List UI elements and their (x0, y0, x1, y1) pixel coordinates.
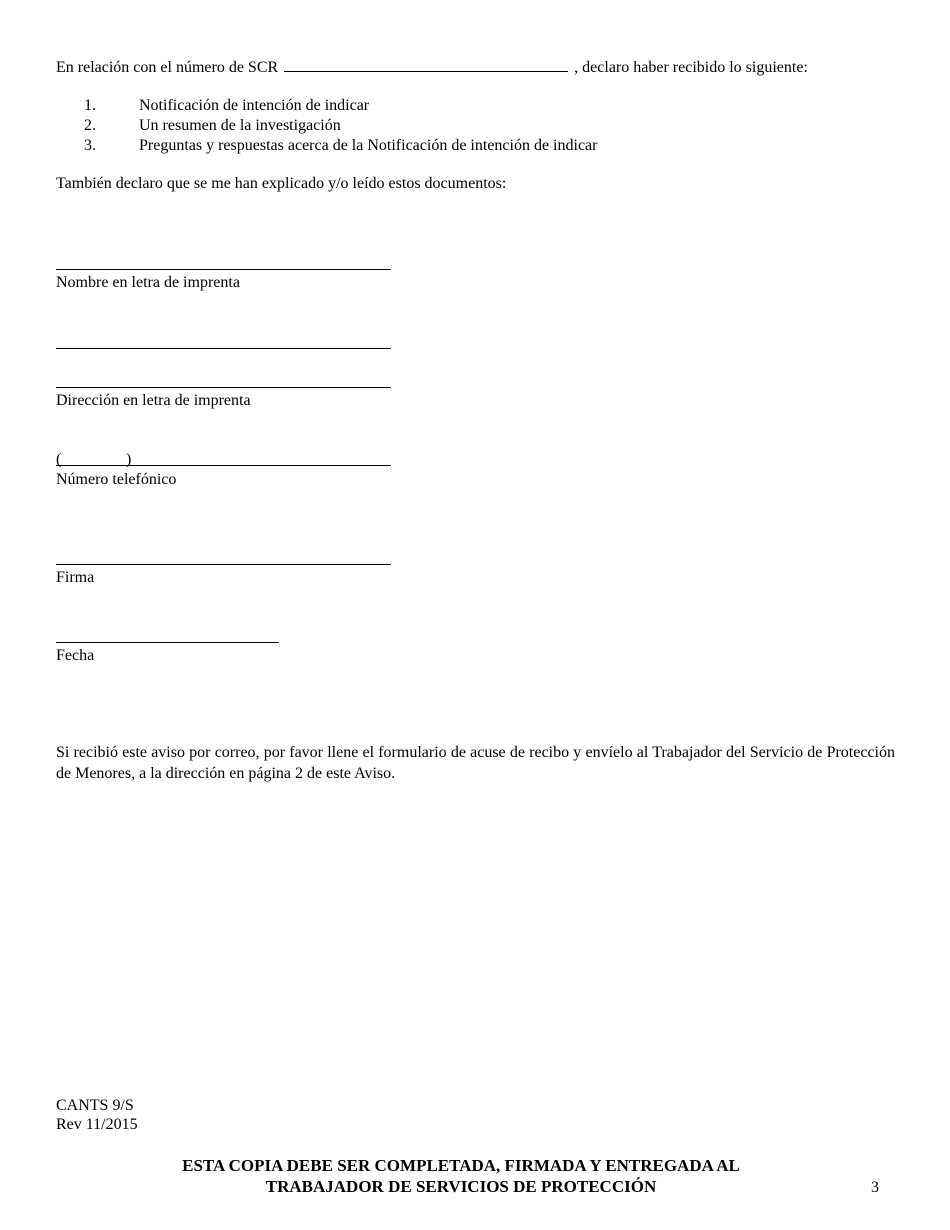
scr-statement (56, 57, 808, 77)
footer-notice-line-1: ESTA COPIA DEBE SER COMPLETADA, FIRMADA Y ENTREGADA AL (182, 1156, 740, 1175)
date-field-line[interactable] (56, 642, 279, 643)
page-number: 3 (871, 1179, 879, 1196)
scr-prefix: En relación con el número de SCR (56, 59, 279, 76)
phone-area-code-open: ( (56, 451, 62, 468)
list-item-number: 2. (84, 117, 96, 134)
list-item: Notificación de intención de indicar (139, 97, 370, 114)
address-field-line-2[interactable] (56, 387, 391, 388)
name-field-line[interactable] (56, 269, 391, 270)
form-code: CANTS 9/S (56, 1097, 134, 1114)
list-item-number: 3. (84, 137, 96, 154)
form-revision: Rev 11/2015 (56, 1116, 138, 1133)
address-label: Dirección en letra de imprenta (56, 392, 251, 409)
scr-suffix: , declaro haber recibido lo siguiente: (574, 59, 808, 76)
name-label: Nombre en letra de imprenta (56, 274, 240, 291)
declaration-text: También declaro que se me han explicado y/o leído estos documentos: (56, 175, 507, 192)
phone-field-line[interactable] (56, 465, 391, 466)
footer-notice-line-2: TRABAJADOR DE SERVICIOS DE PROTECCIÓN (265, 1177, 657, 1196)
list-item: Un resumen de la investigación (139, 117, 341, 134)
scr-number-field[interactable] (284, 57, 568, 72)
signature-field-line[interactable] (56, 564, 391, 565)
list-item: Preguntas y respuestas acerca de la Notificación de intención de indicar (139, 137, 598, 154)
phone-label: Número telefónico (56, 471, 177, 488)
mail-instructions: Si recibió este aviso por correo, por favor llene el formulario de acuse de recibo y envíelo al Trabajador del Servicio de Protección de Menores, a la dirección en página 2 de este Aviso. (56, 744, 895, 782)
date-label: Fecha (56, 647, 95, 664)
address-field-line-1[interactable] (56, 348, 391, 349)
list-item-number: 1. (84, 97, 96, 114)
phone-area-code-close: ) (126, 451, 132, 468)
signature-label: Firma (56, 569, 95, 586)
